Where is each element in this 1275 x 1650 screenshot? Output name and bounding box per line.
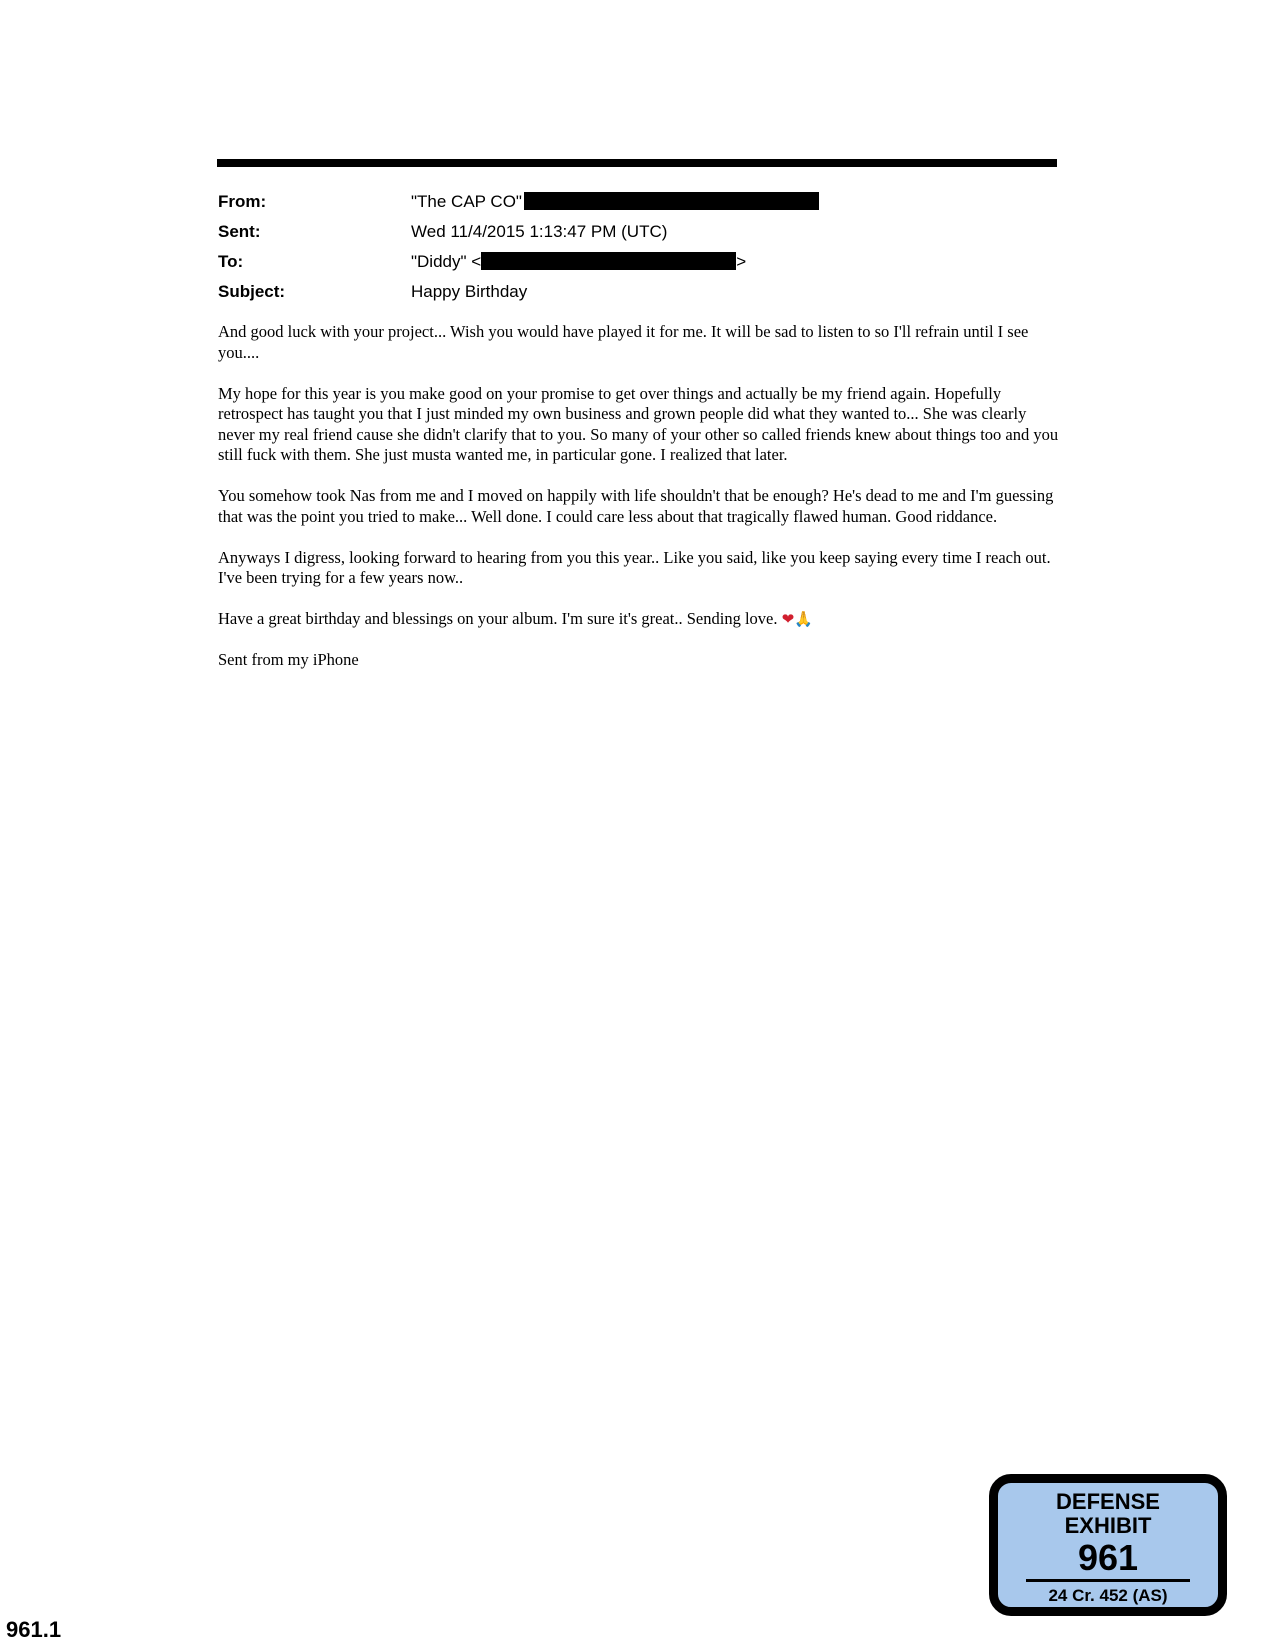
- sent-label: Sent:: [218, 222, 261, 241]
- subject-value: Happy Birthday: [411, 282, 528, 301]
- exhibit-line2: EXHIBIT: [1064, 1513, 1152, 1538]
- to-recipient: "Diddy" <: [411, 252, 482, 271]
- redaction-box: [481, 252, 736, 270]
- body-paragraph: And good luck with your project... Wish you would have played it for me. It will be sad to listen to so I'll refrain until I see you....: [218, 322, 1029, 362]
- exhibit-number: 961: [1077, 1537, 1139, 1578]
- body-paragraph: My hope for this year is you make good on your promise to get over things and actually be my friend again. Hopefully retrospect has taught you that I just minded my own business and grown people did what they wanted to... She was clearly never my real friend cause she didn't clarify that to you. So many of your other so called friends knew about things too and you still fuck with them. She just musta wanted me, in particular gone. I realized that later.: [218, 383, 1059, 464]
- email-body: [218, 322, 1063, 691]
- header-divider: [217, 159, 1057, 167]
- to-suffix: >: [736, 252, 747, 271]
- exhibit-line1: DEFENSE: [1056, 1489, 1160, 1514]
- exhibit-sticker: [989, 1474, 1227, 1616]
- sent-value: Wed 11/4/2015 1:13:47 PM (UTC): [411, 222, 668, 241]
- subject-label: Subject:: [218, 282, 286, 301]
- page-number: 961.1: [6, 1617, 62, 1642]
- to-label: To:: [218, 252, 244, 271]
- exhibit-case-number: 24 Cr. 452 (AS): [1048, 1586, 1168, 1605]
- heart-icon: ❤: [781, 610, 795, 628]
- from-sender: "The CAP CO": [411, 192, 522, 211]
- from-value: [411, 190, 819, 214]
- signature: Sent from my iPhone: [218, 650, 359, 669]
- exhibit-divider: [1026, 1579, 1190, 1582]
- body-paragraph-closing: [218, 609, 1063, 630]
- closing-text: Have a great birthday and blessings on your album. I'm sure it's great.. Sending love.: [218, 609, 778, 628]
- redaction-box: [524, 192, 819, 210]
- to-value: [411, 250, 746, 274]
- body-paragraph: You somehow took Nas from me and I moved on happily with life shouldn't that be enough? He's dead to me and I'm guessing that was the point you tried to make... Well done. I could care less about that tragically flawed human. Good riddance.: [218, 486, 1054, 526]
- body-paragraph: Anyways I digress, looking forward to hearing from you this year.. Like you said, like you keep saying every time I reach out. I've been trying for a few years now..: [218, 547, 1051, 587]
- from-label: From:: [218, 192, 267, 211]
- praying-hands-icon: 🙏: [794, 610, 813, 628]
